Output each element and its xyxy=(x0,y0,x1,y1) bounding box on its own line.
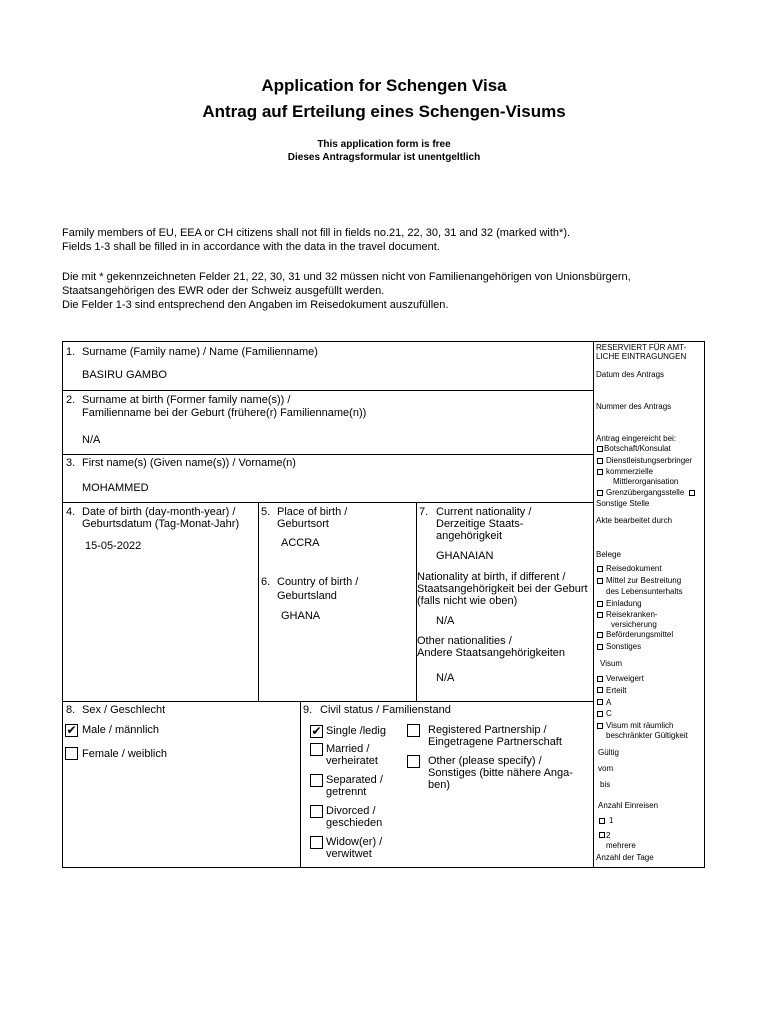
field-5-label-1: Place of birth / xyxy=(277,506,348,518)
field-5-label-2: Geburtsort xyxy=(277,518,329,530)
embassy-checkbox[interactable] xyxy=(597,446,603,452)
registered-partnership-label-2: Eingetragene Partnerschaft xyxy=(428,736,562,748)
surname-at-birth-value[interactable]: N/A xyxy=(82,434,101,446)
official-column-divider xyxy=(593,342,594,868)
travel-document-label: Reisedokument xyxy=(606,564,662,573)
visa-type-a-checkbox[interactable] xyxy=(597,699,603,705)
means-of-subsistence-checkbox[interactable] xyxy=(597,578,603,584)
visa-label: Visum xyxy=(600,659,623,668)
entries-multiple-label: mehrere xyxy=(606,841,636,850)
entries-2-checkbox[interactable] xyxy=(599,832,605,838)
field-4-label-1: Date of birth (day-month-year) / xyxy=(82,506,236,518)
divorced-label-2: geschieden xyxy=(326,817,383,829)
valid-label: Gültig xyxy=(598,748,619,757)
field-7-number: 7. xyxy=(419,506,429,518)
first-name-value[interactable]: MOHAMMED xyxy=(82,482,149,494)
field-2-number: 2. xyxy=(66,394,76,406)
embassy-label: Botschaft/Konsulat xyxy=(604,444,671,453)
border-crossing-label: Grenzübergangsstelle xyxy=(606,488,685,497)
visa-type-c-label: C xyxy=(606,709,612,718)
refused-checkbox[interactable] xyxy=(597,676,603,682)
date-of-birth-value[interactable]: 15-05-2022 xyxy=(85,540,142,552)
field-3-label: First name(s) (Given name(s)) / Vorname(n) xyxy=(82,457,296,469)
reserved-label-1: RESERVIERT FÜR AMT- xyxy=(596,343,687,352)
number-of-days-label: Anzahl der Tage xyxy=(596,853,654,862)
commercial-intermediary-label-2: Mittlerorganisation xyxy=(613,477,679,486)
submitted-at-label: Antrag eingereicht bei: xyxy=(596,434,677,443)
surname-value[interactable]: BASIRU GAMBO xyxy=(82,369,167,381)
means-of-subsistence-label-2: des Lebensunterhalts xyxy=(606,587,683,596)
entries-1-checkbox[interactable] xyxy=(599,818,605,824)
commercial-intermediary-label-1: kommerzielle xyxy=(606,467,654,476)
nationality-at-birth-value[interactable]: N/A xyxy=(436,615,455,627)
male-label: Male / männlich xyxy=(82,724,160,736)
service-provider-label: Dienstleistungserbringer xyxy=(606,456,693,465)
widow-label-1: Widow(er) / xyxy=(326,836,383,848)
place-of-birth-value[interactable]: ACCRA xyxy=(281,537,320,549)
field-4-number: 4. xyxy=(66,506,76,518)
divorced-checkbox[interactable] xyxy=(310,805,323,818)
row-divider-3 xyxy=(63,502,593,503)
entries-2-label: 2 xyxy=(606,831,611,840)
field-8-number: 8. xyxy=(66,704,76,716)
female-label: Female / weiblich xyxy=(82,748,167,760)
application-number-label: Nummer des Antrags xyxy=(596,402,672,411)
field-7-label-1: Current nationality / xyxy=(436,506,532,518)
title-english: Application for Schengen Visa xyxy=(261,76,507,95)
other-status-label-3: ben) xyxy=(428,779,451,791)
separated-label-1: Separated / xyxy=(326,774,383,786)
means-of-subsistence-label-1: Mittel zur Bestreitung xyxy=(606,576,682,585)
application-date-label: Datum des Antrags xyxy=(596,370,665,379)
field-3-number: 3. xyxy=(66,457,76,469)
separated-checkbox[interactable] xyxy=(310,774,323,787)
single-checkbox[interactable]: ✔ xyxy=(311,724,322,738)
valid-until-label: bis xyxy=(600,780,611,789)
ltv-label-2: beschränkter Gültigkeit xyxy=(606,731,688,740)
country-of-birth-value[interactable]: GHANA xyxy=(281,610,321,622)
field-6-label-2: Geburtsland xyxy=(277,590,337,602)
free-notice-english: This application form is free xyxy=(317,139,451,150)
application-form xyxy=(62,341,705,868)
free-notice-german: Dieses Antragsformular ist unentgeltlich xyxy=(287,152,481,163)
other-status-label-1: Other (please specify) / xyxy=(428,755,542,767)
issued-checkbox[interactable] xyxy=(597,687,603,693)
widow-checkbox[interactable] xyxy=(310,836,323,849)
commercial-intermediary-checkbox[interactable] xyxy=(597,469,603,475)
travel-insurance-label-1: Reisekranken- xyxy=(606,610,658,619)
field-6-label-1: Country of birth / xyxy=(277,576,359,588)
field-1-label: Surname (Family name) / Name (Familienname) xyxy=(82,346,318,358)
other-nationalities-label-1: Other nationalities / xyxy=(417,635,512,647)
service-provider-checkbox[interactable] xyxy=(597,458,603,464)
married-label-1: Married / xyxy=(326,743,370,755)
field-1-number: 1. xyxy=(66,346,76,358)
field-2-label-2: Familienname bei der Geburt (frühere(r) Familienname(n)) xyxy=(82,407,367,419)
travel-insurance-label-2: versicherung xyxy=(611,620,657,629)
field-9-label: Civil status / Familienstand xyxy=(320,704,451,716)
field-6-number: 6. xyxy=(261,576,271,588)
other-place-checkbox[interactable] xyxy=(689,490,695,496)
married-label-2: verheiratet xyxy=(326,755,378,767)
valid-from-label: vom xyxy=(598,764,614,773)
entries-1-label: 1 xyxy=(609,816,614,825)
field-5-number: 5. xyxy=(261,506,271,518)
travel-insurance-checkbox[interactable] xyxy=(597,612,603,618)
field-9-number: 9. xyxy=(303,704,313,716)
separated-label-2: getrennt xyxy=(326,786,367,798)
female-checkbox[interactable] xyxy=(65,747,78,760)
field-8-label: Sex / Geschlecht xyxy=(82,704,166,716)
col-divider-4-5 xyxy=(258,502,259,701)
intro-de-line-2: Staatsangehörigen des EWR oder der Schweiz ausgefüllt werden. xyxy=(62,285,385,297)
documents-label: Belege xyxy=(596,550,621,559)
field-7-label-2: Derzeitige Staats- xyxy=(436,518,524,530)
other-place-label: Sonstige Stelle xyxy=(596,499,650,508)
row-divider-2 xyxy=(63,454,593,455)
misc-documents-checkbox[interactable] xyxy=(597,644,603,650)
single-label: Single /ledig xyxy=(326,725,386,737)
field-4-label-2: Geburtsdatum (Tag-Monat-Jahr) xyxy=(82,518,240,530)
nationality-at-birth-label-1: Nationality at birth, if different / xyxy=(417,571,566,583)
invitation-label: Einladung xyxy=(606,599,642,608)
invitation-checkbox[interactable] xyxy=(597,601,603,607)
intro-en-line-2: Fields 1-3 shall be filled in in accordance with the data in the travel document. xyxy=(62,241,440,253)
other-nationalities-label-2: Andere Staatsangehörigkeiten xyxy=(417,647,565,659)
current-nationality-value[interactable]: GHANAIAN xyxy=(436,550,494,562)
row-divider-1 xyxy=(63,390,593,391)
visa-type-c-checkbox[interactable] xyxy=(597,711,603,717)
reserved-label-2: LICHE EINTRAGUNGEN xyxy=(596,352,687,361)
title-german: Antrag auf Erteilung eines Schengen-Visums xyxy=(202,102,566,121)
intro-de-line-1: Die mit * gekennzeichneten Felder 21, 22, 30, 31 und 32 müssen nicht von Familienangehörigen von Unionsbürgern, xyxy=(62,271,631,283)
intro-de-line-3: Die Felder 1-3 sind entsprechend den Angaben im Reisedokument auszufüllen. xyxy=(62,299,449,311)
male-checkbox[interactable]: ✔ xyxy=(66,723,77,737)
widow-label-2: verwitwet xyxy=(326,848,372,860)
visa-type-a-label: A xyxy=(606,698,612,707)
ltv-label-1: Visum mit räumlich xyxy=(606,721,674,730)
misc-documents-label: Sonstiges xyxy=(606,642,642,651)
other-status-checkbox[interactable] xyxy=(407,755,420,768)
entries-label: Anzahl Einreisen xyxy=(598,801,659,810)
field-2-label-1: Surname at birth (Former family name(s)) / xyxy=(82,394,291,406)
transport-checkbox[interactable] xyxy=(597,632,603,638)
married-checkbox[interactable] xyxy=(310,743,323,756)
field-7-label-3: angehörigkeit xyxy=(436,530,503,542)
border-crossing-checkbox[interactable] xyxy=(597,490,603,496)
col-divider-8-9 xyxy=(300,701,301,868)
divorced-label-1: Divorced / xyxy=(326,805,376,817)
registered-partnership-label-1: Registered Partnership / xyxy=(428,724,547,736)
other-status-label-2: Sonstiges (bitte nähere Anga- xyxy=(428,767,573,779)
refused-label: Verweigert xyxy=(606,674,644,683)
registered-partnership-checkbox[interactable] xyxy=(407,724,420,737)
travel-document-checkbox[interactable] xyxy=(597,566,603,572)
intro-en-line-1: Family members of EU, EEA or CH citizens shall not fill in fields no.21, 22, 30, 31 and 32 (marked with*). xyxy=(62,227,571,239)
transport-label: Beförderungsmittel xyxy=(606,630,674,639)
ltv-checkbox[interactable] xyxy=(597,723,603,729)
handled-by-label: Akte bearbeitet durch xyxy=(596,516,673,525)
other-nationalities-value[interactable]: N/A xyxy=(436,672,455,684)
nationality-at-birth-label-3: (falls nicht wie oben) xyxy=(417,595,518,607)
issued-label: Erteilt xyxy=(606,686,627,695)
row-divider-4 xyxy=(63,701,593,702)
nationality-at-birth-label-2: Staatsangehörigkeit bei der Geburt xyxy=(417,583,588,595)
